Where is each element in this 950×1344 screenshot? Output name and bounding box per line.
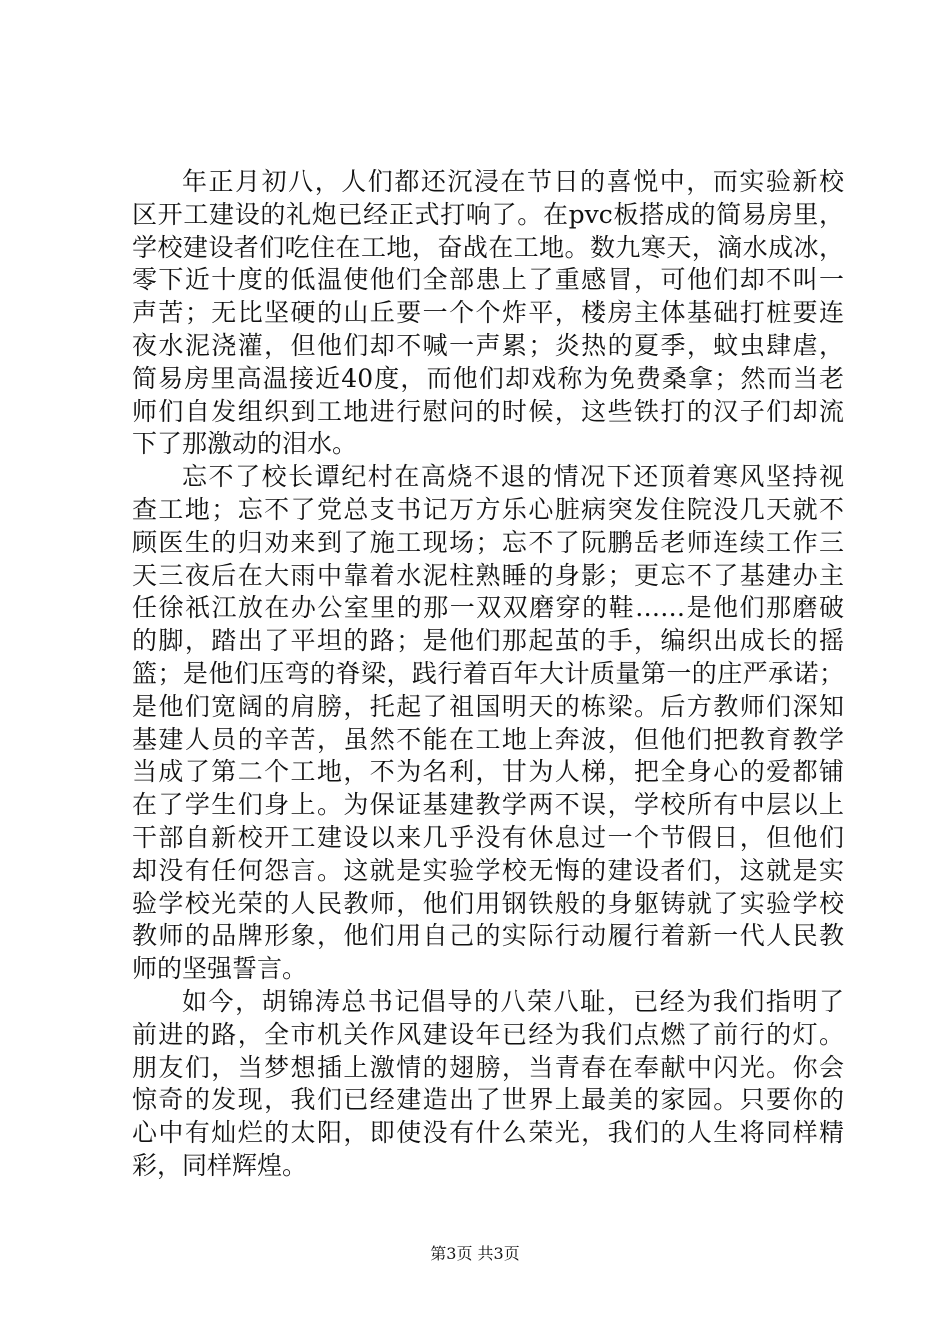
text-line: 夜水泥浇灌，但他们却不喊一声累；炎热的夏季，蚊虫肆虐， bbox=[132, 330, 844, 360]
text-line: 师们自发组织到工地进行慰问的时候，这些铁打的汉子们却流 bbox=[132, 396, 844, 426]
text-line: 顾医生的归劝来到了施工现场；忘不了阮鹏岳老师连续工作三 bbox=[132, 527, 844, 557]
text-line: 如今，胡锦涛总书记倡导的八荣八耻，已经为我们指明了 bbox=[182, 986, 844, 1016]
text-line: 彩，同样辉煌。 bbox=[132, 1150, 308, 1180]
text-line: 干部自新校开工建设以来几乎没有休息过一个节假日，但他们 bbox=[132, 822, 844, 852]
text-line: 简易房里高温接近40度，而他们却戏称为免费桑拿；然而当老 bbox=[132, 363, 844, 393]
text-line: 忘不了校长谭纪村在高烧不退的情况下还顶着寒风坚持视 bbox=[182, 462, 844, 492]
paragraph-1 bbox=[132, 166, 844, 461]
text-line: 却没有任何怨言。这就是实验学校无悔的建设者们，这就是实 bbox=[132, 855, 844, 885]
text-line: 是他们宽阔的肩膀，托起了祖国明天的栋梁。后方教师们深知 bbox=[132, 691, 844, 721]
document-body bbox=[132, 166, 844, 1183]
text-line: 查工地；忘不了党总支书记万方乐心脏病突发住院没几天就不 bbox=[132, 494, 844, 524]
text-line: 声苦；无比坚硬的山丘要一个个炸平，楼房主体基础打桩要连 bbox=[132, 298, 844, 328]
page-footer: 第3页 共3页 bbox=[430, 1244, 520, 1263]
text-line: 惊奇的发现，我们已经建造出了世界上最美的家园。只要你的 bbox=[132, 1085, 844, 1115]
text-line: 区开工建设的礼炮已经正式打响了。在pvc板搭成的简易房里， bbox=[132, 199, 844, 229]
text-line: 基建人员的辛苦，虽然不能在工地上奔波，但他们把教育教学 bbox=[132, 724, 844, 754]
paragraph-3 bbox=[132, 986, 844, 1183]
text-line: 朋友们，当梦想插上激情的翅膀，当青春在奉献中闪光。你会 bbox=[132, 1052, 844, 1082]
text-line: 的脚，踏出了平坦的路；是他们那起茧的手，编织出成长的摇 bbox=[132, 626, 844, 656]
text-line: 心中有灿烂的太阳，即使没有什么荣光，我们的人生将同样精 bbox=[132, 1118, 844, 1148]
text-line: 年正月初八，人们都还沉浸在节日的喜悦中，而实验新校 bbox=[182, 167, 844, 196]
text-line: 当成了第二个工地，不为名利，甘为人梯，把全身心的爱都铺 bbox=[132, 757, 844, 787]
text-line: 在了学生们身上。为保证基建教学两不误，学校所有中层以上 bbox=[132, 790, 844, 820]
text-line: 任徐祇江放在办公室里的那一双双磨穿的鞋……是他们那磨破 bbox=[132, 593, 844, 623]
text-line: 天三夜后在大雨中靠着水泥柱熟睡的身影；更忘不了基建办主 bbox=[132, 560, 844, 590]
paragraph-2 bbox=[132, 461, 844, 986]
text-line: 验学校光荣的人民教师，他们用钢铁般的身躯铸就了实验学校 bbox=[132, 888, 844, 918]
text-line: 师的坚强誓言。 bbox=[132, 954, 308, 984]
text-line: 教师的品牌形象，他们用自己的实际行动履行着新一代人民教 bbox=[132, 921, 844, 951]
text-line: 下了那激动的泪水。 bbox=[132, 429, 358, 459]
text-line: 前进的路，全市机关作风建设年已经为我们点燃了前行的灯。 bbox=[132, 1019, 844, 1049]
text-line: 零下近十度的低温使他们全部患上了重感冒，可他们却不叫一 bbox=[132, 265, 844, 295]
text-line: 学校建设者们吃住在工地，奋战在工地。数九寒天，滴水成冰， bbox=[132, 232, 844, 262]
text-line: 篮；是他们压弯的脊梁，践行着百年大计质量第一的庄严承诺； bbox=[132, 658, 844, 688]
